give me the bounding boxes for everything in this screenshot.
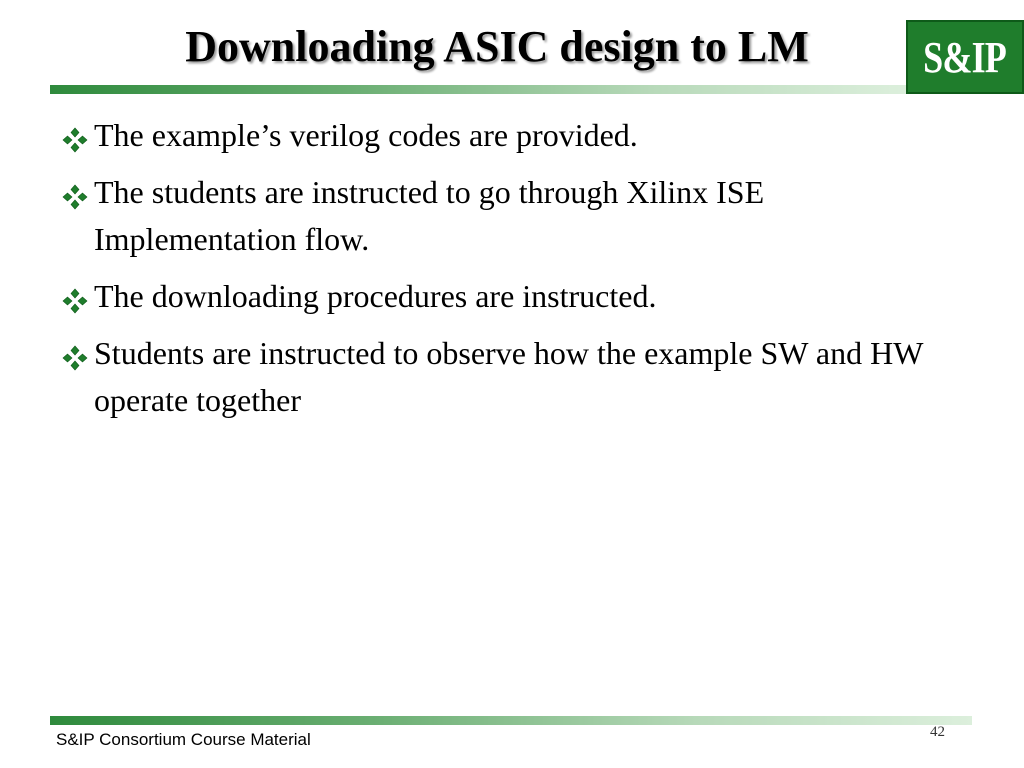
bullet-item — [62, 330, 962, 424]
diamond-bullet-icon — [62, 345, 88, 371]
bullet-item — [62, 273, 962, 320]
slide-title: Downloading ASIC design to LM — [185, 22, 809, 71]
bullet-text: The downloading procedures are instructed. — [94, 278, 657, 314]
logo-text: S&IP — [923, 32, 1007, 82]
bullet-text: The example’s verilog codes are provided. — [94, 117, 638, 153]
bullet-text: Students are instructed to observe how the example SW and HW operate together — [94, 335, 923, 418]
footer-text: S&IP Consortium Course Material — [56, 730, 311, 749]
diamond-bullet-icon — [62, 184, 88, 210]
bullet-list — [62, 112, 962, 434]
bullet-item — [62, 112, 962, 159]
bullet-item — [62, 169, 962, 263]
title-divider — [50, 85, 908, 94]
page-number: 42 — [930, 724, 945, 740]
logo — [906, 20, 1024, 94]
diamond-bullet-icon — [62, 127, 88, 153]
footer-divider — [50, 716, 972, 725]
diamond-bullet-icon — [62, 288, 88, 314]
bullet-text: The students are instructed to go through Xilinx ISE Implementation flow. — [94, 174, 765, 257]
